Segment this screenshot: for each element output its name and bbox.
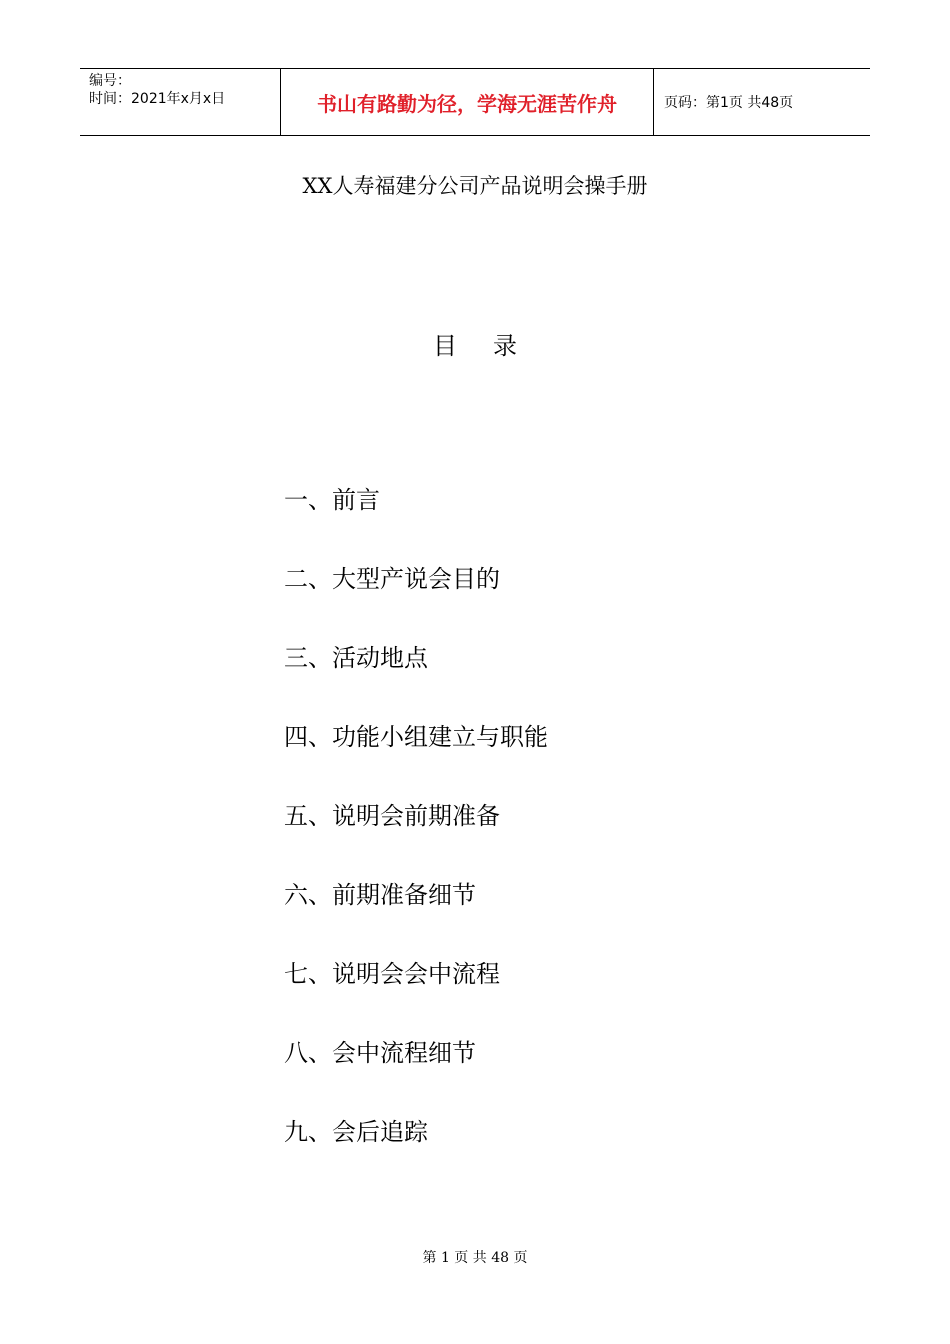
number-label: 编号： (89, 73, 131, 89)
toc-heading (0, 326, 950, 361)
toc-item[interactable]: 七、说明会会中流程 (284, 960, 500, 988)
toc-heading-part-2: 录 (493, 332, 517, 360)
page-footer: 第 1 页 共 48 页 (422, 1250, 528, 1266)
toc-item[interactable]: 六、前期准备细节 (284, 881, 476, 909)
toc-item[interactable]: 四、功能小组建立与职能 (284, 723, 548, 751)
toc-list (284, 482, 548, 1193)
document-title: XX人寿福建分公司产品说明会操手册 (302, 174, 648, 198)
time-label: 时间：2021年x月x日 (89, 91, 226, 107)
toc-item[interactable]: 九、会后追踪 (284, 1118, 428, 1146)
toc-item[interactable]: 二、大型产说会目的 (284, 565, 500, 593)
toc-item[interactable]: 三、活动地点 (284, 644, 428, 672)
header-meta (80, 69, 281, 135)
toc-item[interactable]: 五、说明会前期准备 (284, 802, 500, 830)
toc-item[interactable]: 一、前言 (284, 486, 380, 514)
toc-heading-part-1: 目 (433, 332, 457, 360)
header-table (80, 68, 870, 136)
header-page-info: 页码：第1页 共48页 (664, 95, 794, 111)
header-motto: 书山有路勤为径，学海无涯苦作舟 (281, 69, 654, 135)
toc-item[interactable]: 八、会中流程细节 (284, 1039, 476, 1067)
